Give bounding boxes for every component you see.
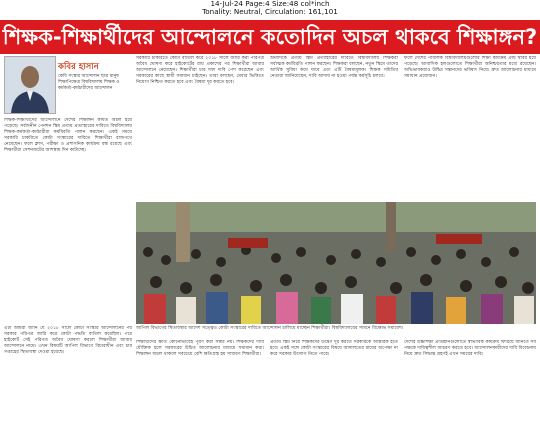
article-column-bottom-4 <box>404 340 536 438</box>
clipping-meta <box>0 0 540 16</box>
protest-crowd-photo <box>136 202 536 324</box>
photo-caption: আপিল বিভাগের স্থিতাবস্থার আদেশ সত্ত্বেও কোটা সংস্কারের দাবিতে আন্দোলন চালিয়ে যাচ্ছেন শিক্ষার্থীরা। বিশ্ববিদ্যালয়ের সামনে বিক্ষোভ সমাবেশ। <box>136 326 404 331</box>
article-column-bottom-3 <box>270 340 398 438</box>
article-paragraph: শিক্ষার্থীদের ক্ষতি কোনোভাবেই পূরণ করা সম্ভব নয়। শিক্ষকদের দাবি যৌক্তিক হলে সরকারের উচিত আলোচনার মাধ্যমে সমাধান করা। শিক্ষাঙ্গন অচল থাকলে সবচেয়ে বেশি ক্ষতিগ্রস্ত হয় সাধারণ শিক্ষার্থীরা। <box>136 340 264 358</box>
author-photo <box>4 56 56 114</box>
article-column-left-bottom <box>4 326 132 438</box>
article-column-left-top <box>4 118 132 322</box>
article-paragraph: ফলে দেশের পাবলিক বিশ্ববিদ্যালয়গুলোর শিক্ষা কার্যক্রম প্রায় স্থবির হয়ে পড়েছে। আবাসিক হলগুলোতে শিক্ষার্থীরা অনিশ্চয়তার মধ্যে রয়েছেন। অভিভাবকরাও উদ্বিগ্ন সন্তানদের ভবিষ্যৎ নিয়ে। দ্রুত আলোচনার মাধ্যমে সমাধান প্রয়োজন। <box>404 56 536 80</box>
author-bio: কেবি সংস্কার আন্দোলন ছাত্র মানুষ শিক্ষাপিক্ষেত্র বিশ্ববিদ্যালয় শিক্ষক ও কর্মকর্তা-কর্মচারীদের আন্দোলন <box>58 74 120 91</box>
clipping-date-line: 14-Jul-24 Page:4 Size:48 col*inch <box>210 0 330 8</box>
article-paragraph: শিক্ষক-শিক্ষার্থীদের আন্দোলনে দেশের শিক্ষাঙ্গন কার্যত অচল হয়ে পড়েছে। সর্বজনীন পেনশন স্কিম প্রত্যয় প্রত্যাহারের দাবিতে বিশ্ববিদ্যালয় শিক্ষক-কর্মকর্তা-কর্মচারীরা কর্মবিরতি পালন করছেন। একই সময়ে সরকারি চাকরিতে কোটা সংস্কারের দাবিতে শিক্ষার্থীরা রাজপথে নেমেছেন। ফলে ক্লাস, পরীক্ষা ও প্রশাসনিক কার্যক্রম বন্ধ রয়েছে এবং শিক্ষার্থীরা সেশনজটের আশঙ্কায় দিন কাটাচ্ছে। <box>4 118 132 154</box>
article-paragraph: এটা আমরা জানি যে ২০১৮ সালে কোটা সংস্কার আন্দোলনের পর সরকার পরিপত্র জারি করে কোটা পদ্ধতি বাতিল করেছিল। পরে হাইকোর্ট সেই পরিপত্র অবৈধ ঘোষণা করলে শিক্ষার্থীরা আবার আন্দোলনে নামে। এখন বিষয়টি আপিল বিভাগে বিচারাধীন এবং চার সপ্তাহের স্থিতাবস্থা দেওয়া হয়েছে। <box>4 326 132 356</box>
article-paragraph: দেশের উচ্চশিক্ষা প্রতিষ্ঠানগুলোতে স্বাভাবিক কার্যক্রম ফিরিয়ে আনতে সব পক্ষকে দায়িত্বশীল আচরণ করতে হবে। আন্দোলনকারীদের দাবি বিবেচনায় নিয়ে দ্রুত সিদ্ধান্ত গ্রহণই এখন সময়ের দাবি। <box>404 340 536 358</box>
article-paragraph: সরকারি চাকরিতে কোটা বাতিল করে ২০১৮ সালে জারি করা পরিপত্র অবৈধ ঘোষণা করে হাইকোর্টের রায় প্রকাশের পর শিক্ষার্থীরা আবার আন্দোলনে নেমেছেন। শিক্ষার্থীরা চার দফা দাবি পেশ করেছেন এবং সরকারের কাছে স্থায়ী সমাধান চাইছেন। তারা বলছেন, মেধার ভিত্তিতে নিয়োগ নিশ্চিত করতে হবে এবং বৈষম্য দূর করতে হবে। <box>136 56 264 86</box>
article-paragraph: অন্যদিকে প্রত্যয় স্কিম প্রত্যাহারের দাবিতে বিশ্ববিদ্যালয় শিক্ষকরা সর্বাত্মক কর্মবিরতি পালন করছেন। শিক্ষকরা বলছেন, নতুন স্কিমে তাদের আর্থিক সুবিধা কমে যাবে এবং এটি বৈষম্যমূলক। শিক্ষক সমিতির নেতারা জানিয়েছেন, দাবি আদায় না হওয়া পর্যন্ত কর্মসূচি চলবে। <box>270 56 398 80</box>
clipping-circulation-line: Tonality: Neutral, Circulation: 161,101 <box>202 7 338 17</box>
article-column-bottom-2 <box>136 340 264 438</box>
author-portrait-icon <box>5 57 55 113</box>
article-paragraph: প্রত্যয় স্কিম নিয়ে শিক্ষকদের উদ্বেগ দূর করতে সরকারকে আন্তরিক হতে হবে। একই সঙ্গে কোটা সংস্কারের বিষয়ে আদালতের রায়ের অপেক্ষা না করে সরকার উদ্যোগ নিতে পারে। <box>270 340 398 358</box>
article-column-2 <box>136 56 264 198</box>
headline-banner: শিক্ষক-শিক্ষার্থীদের আন্দোলনে কতোদিন অচল থাকবে শিক্ষাঙ্গন? <box>0 20 540 54</box>
protest-crowd-icon <box>136 202 536 324</box>
article-column-4 <box>404 56 536 198</box>
author-name: কবির হাসান <box>58 62 99 72</box>
article-column-3 <box>270 56 398 198</box>
